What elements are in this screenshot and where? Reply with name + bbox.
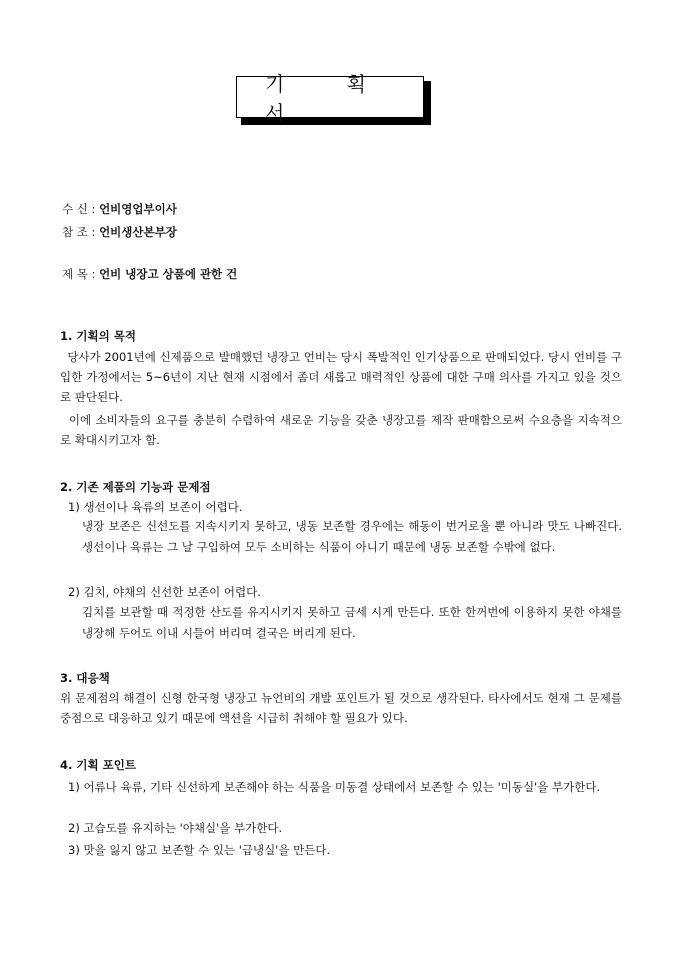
response-paragraph: 위 문제점의 해결이 신형 한국형 냉장고 뉴언비의 개발 포인트가 될 것으로 생각된다. 타사에서도 현재 그 문제를 중점으로 대응하고 있기 때문에 액션을 시급히 취해야 할 필요가 있다. [60,691,622,725]
problem-item-1-text: 냉장 보존은 신선도를 지속시키지 못하고, 냉동 보존할 경우에는 해동이 번거로울 뿐 아니라 맛도 나빠진다. 생선이나 육류는 그 날 구입하여 모두 소비하는 식품이 아니기 때문에 냉동 보존할 수밖에 없다. [82,519,622,554]
section-title-problems: 2. 기존 제품의 기능과 문제점 [60,480,211,494]
cc-value: 언비생산본부장 [99,225,177,239]
section-title-response: 3. 대응책 [60,671,110,685]
to-value: 언비영업부이사 [99,202,177,216]
section-title-purpose: 1. 기획의 목적 [60,329,136,343]
header-cc [62,224,177,240]
header-subject [62,266,237,282]
cc-label: 참 조 : [62,225,96,239]
purpose-paragraph-2: 이에 소비자들의 요구를 충분히 수렴하여 새로운 기능을 갖춘 냉장고를 제작 판매함으로써 수요층을 지속적으로 확대시키고자 함. [60,413,622,447]
subject-value: 언비 냉장고 상품에 관한 건 [99,267,238,281]
document-title: 기 획 서 [236,76,424,118]
problem-item-2-text: 김치를 보관할 때 적정한 산도를 유지시키지 못하고 금세 시게 만든다. 또한 한꺼번에 이용하지 못한 야채를 냉장해 두어도 이내 시들어 버리며 결국은 버리게 된다. [82,605,622,640]
point-item-3: 3) 맛을 잃지 않고 보존할 수 있는 '급냉실'을 만든다. [68,843,331,857]
problem-item-2-label: 2) 김치, 야채의 신선한 보존이 어렵다. [68,585,261,599]
to-label: 수 신 : [62,202,96,216]
section-title-points: 4. 기획 포인트 [60,758,136,772]
header-to [62,201,177,217]
problem-item-1-label: 1) 생선이나 육류의 보존이 어렵다. [68,500,243,514]
title-frame [236,72,428,125]
point-item-2: 2) 고습도를 유지하는 '야채실'을 부가한다. [68,821,283,835]
subject-label: 제 목 : [62,267,96,281]
purpose-paragraph-1: 당사가 2001년에 신제품으로 발매했던 냉장고 언비는 당시 폭발적인 인기상품으로 판매되었다. 당시 언비를 구입한 가정에서는 5~6년이 지난 현재 시점에서 좀더 새롭고 매력적인 상품에 대한 구매 의사를 가지고 있을 것으로 판단된다. [60,350,622,404]
point-item-1: 1) 어류나 육류, 기타 신선하게 보존해야 하는 식품을 미동결 상태에서 보존할 수 있는 '미동실'을 부가한다. [68,780,601,794]
